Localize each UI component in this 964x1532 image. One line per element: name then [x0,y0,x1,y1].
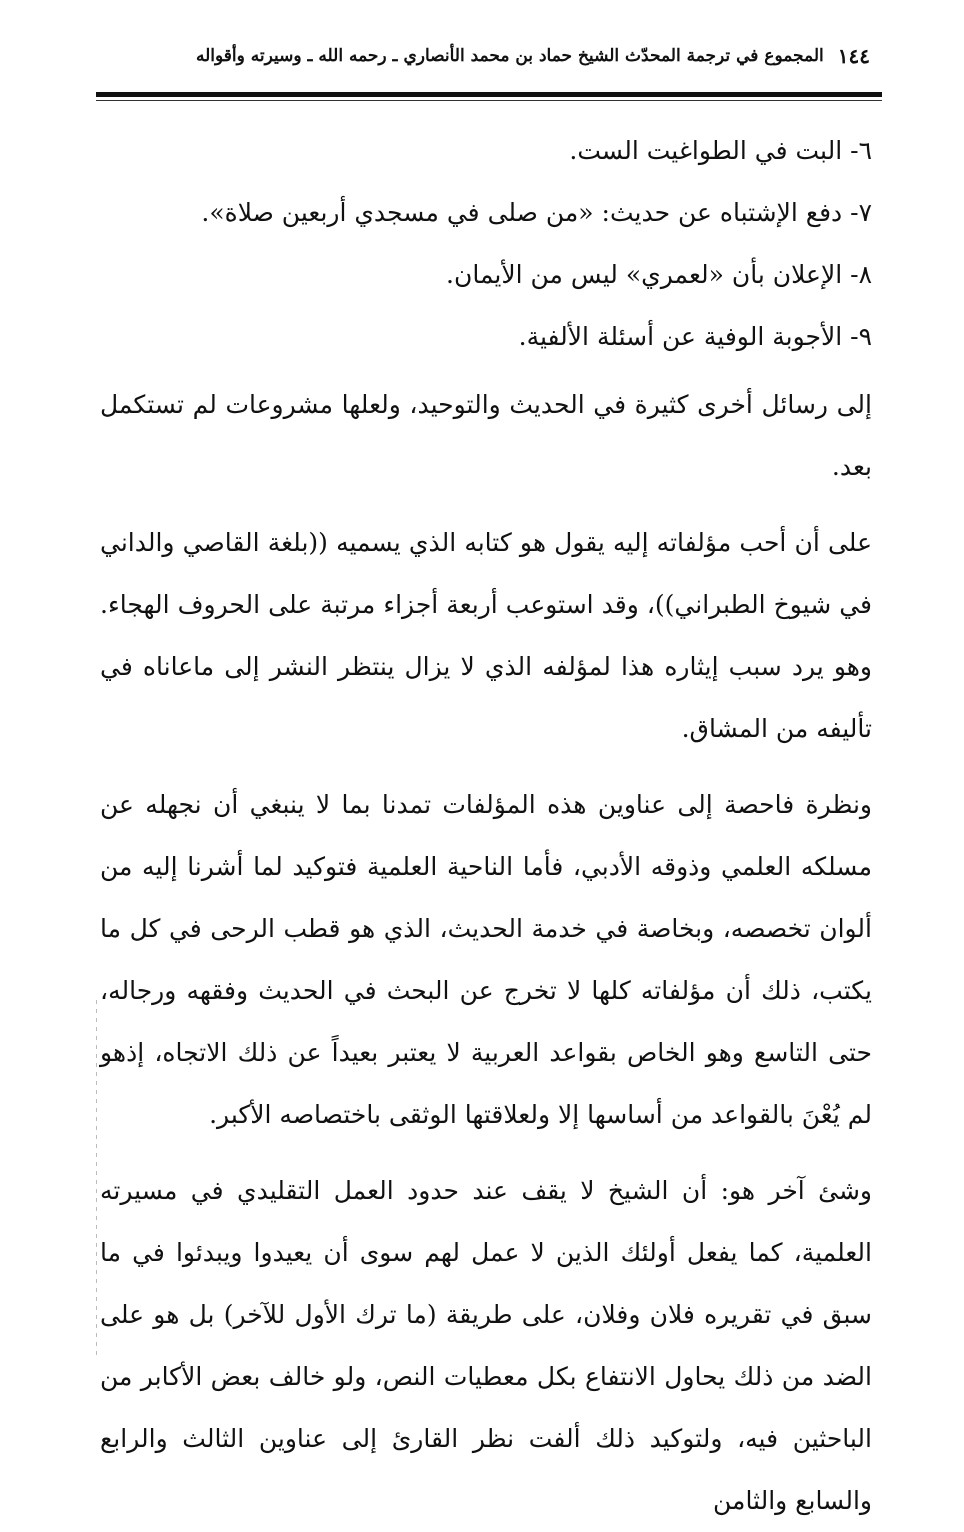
running-title: المجموع في ترجمة المحدّث الشيخ حماد بن محمد الأنصاري ـ رحمه الله ـ وسيرته وأقواله [196,46,824,66]
paragraph: إلى رسائل أخرى كثيرة في الحديث والتوحيد، ولعلها مشروعات لم تستكمل بعد. [100,390,872,481]
list-item: ٦- البت في الطواغيت الست. [569,136,872,165]
list-item: ٧- دفع الإشتباه عن حديث: «من صلى في مسجدي أربعين صلاة». [201,198,872,227]
list-item: ٩- الأجوبة الوفية عن أسئلة الألفية. [518,322,872,351]
scan-gutter-mark [96,1000,97,1360]
paragraph: على أن أحب مؤلفاته إليه يقول هو كتابه الذي يسميه ((بلغة القاصي والداني في شيوخ الطبراني))، وقد استوعب أربعة أجزاء مرتبة على الحروف الهجاء. وهو يرد سبب إيثاره هذا لمؤلفه الذي لا يزال ينتظر النشر إلى ماعاناه في تأليفه من المشاق. [100,528,872,743]
body-text [100,120,872,1532]
list-item: ٨- الإعلان بأن «لعمري» ليس من الأيمان. [446,260,872,289]
running-header [190,38,870,74]
numbered-list [100,120,872,368]
page-number: ١٤٤ [837,44,870,68]
paragraph: ونظرة فاحصة إلى عناوين هذه المؤلفات تمدنا بما لا ينبغي أن نجهله عن مسلكه العلمي وذوقه الأدبي، فأما الناحية العلمية فتوكيد لما أشرنا إليه من ألوان تخصصه، وبخاصة في خدمة الحديث، الذي هو قطب الرحى في كل ما يكتب، ذلك أن مؤلفاته كلها لا تخرج عن البحث في الحديث وفقهه ورجاله، حتى التاسع وهو الخاص بقواعد العربية لا يعتبر بعيداً عن ذلك الاتجاه، إذهو لم يُعْنَ بالقواعد من أساسها إلا ولعلاقتها الوثقى باختصاصه الأكبر. [100,790,872,1129]
header-rule-thick [96,92,882,97]
paragraph: وشئ آخر هو: أن الشيخ لا يقف عند حدود العمل التقليدي في مسيرته العلمية، كما يفعل أولئك الذين لا عمل لهم سوى أن يعيدوا ويبدئوا في ما سبق في تقريره فلان وفلان، على طريقة (ما ترك الأول للآخر) بل هو على الضد من ذلك يحاول الانتفاع بكل معطيات النص، ولو خالف بعض الأكابر من الباحثين فيه، ولتوكيد ذلك ألفت نظر القارئ إلى عناوين الثالث والرابع والسابع والثامن [100,1176,872,1515]
header-rule-thin [96,100,882,101]
